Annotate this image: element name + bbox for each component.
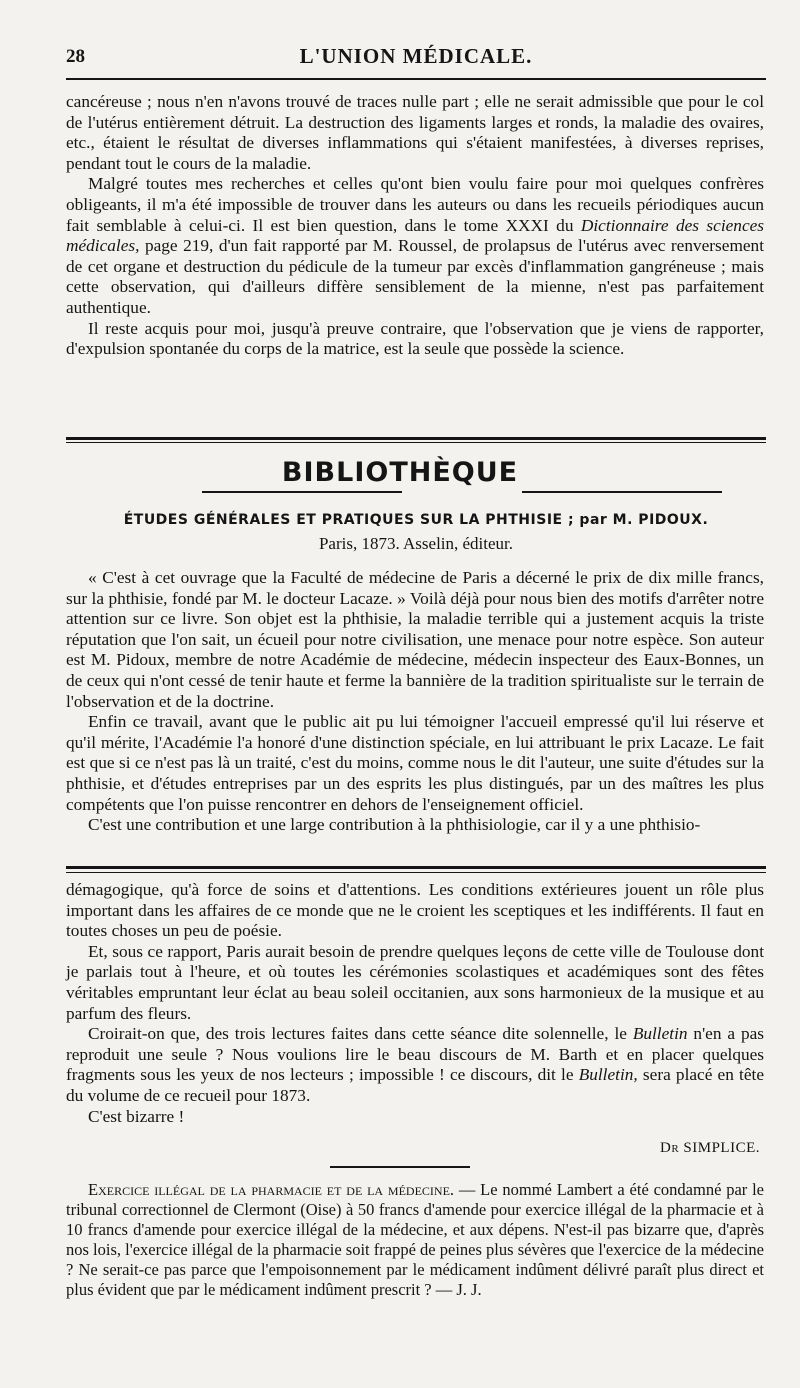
paragraph: C'est bizarre ! (88, 1106, 185, 1126)
notice-title: Exercice illégal de la pharmacie et de la médecine. (88, 1180, 455, 1199)
paragraph: Il reste acquis pour moi, jusqu'à preuve contraire, que l'observation que je viens de rapporter, d'expulsion spontanée du corps de la matrice, est la seule que possède la science. (66, 318, 764, 359)
article-conclusion (66, 92, 764, 360)
title-rule-right (522, 491, 722, 493)
paragraph (66, 1180, 764, 1300)
text-run: sera placé en tête du volume de ce recueil pour 1873. (66, 1065, 765, 1105)
paragraph: cancéreuse ; nous n'en n'avons trouvé de traces nulle part ; elle ne serait admissible que pour le col de l'utérus entièrement détruit. La destruction des ligaments larges et ronds, la maladie des ovaires, etc., étaient le résultat de diverses inflammations qui s'étaient manifestées, à diverses reprises, pendant tout le cours de la maladie. (66, 92, 764, 173)
review-body (66, 568, 764, 836)
notice-body: — Le nommé Lambert a été condamné par le tribunal correctionnel de Clermont (Oise) à 50 francs d'amende pour exercice illégal de la pharmacie et à 10 francs d'amende pour exercice illégal de la médecine, et aux dépens. N'est-il pas bizarre que, d'après nos lois, l'exercice illégal de la pharmacie soit frappé de peines plus sévères que l'exercice de la médecine ? Ne serait-ce pas parce que l'empoisonnement par le médicament indûment délivré paraît plus direct et plus évident que par le médicament indûment prescrit ? — J. J. (66, 1180, 764, 1299)
text-run: n'en a pas reproduit une seule ? Nous voulions lire le beau discours de M. Barth et en placer quelques fragments sous les yeux de nos lecteurs ; impossible ! ce discours, dit le (66, 1024, 764, 1085)
page-header (66, 44, 766, 74)
book-publication: Paris, 1873. Asselin, éditeur. (318, 534, 514, 553)
paragraph (66, 1024, 764, 1106)
paragraph: C'est une contribution et une large contribution à la phthisiologie, car il y a une phthisio- (88, 815, 701, 835)
title-rule-left (202, 491, 402, 493)
italic-title: Dictionnaire des sciences médicales, (66, 215, 765, 256)
paragraph: « C'est à cet ouvrage que la Faculté de médecine de Paris a décerné le prix de dix mille francs, sur la phthisie, fondé par M. le docteur Lacaze. » Voilà déjà pour nous bien des motifs d'arrêter notre attention sur ce livre. Son objet est la phthisie, la maladie terrible qui a justement acquis la triste réputation que l'on sait, un écueil pour notre civilisation, une menace pour notre espèce. Son auteur est M. Pidoux, membre de notre Académie de médecine, médecin inspecteur des Eaux-Bonnes, un de ceux qui n'ont cessé de tenir haute et ferme la bannière de la tradition spiritualiste sur le terrain de l'observation et de la doctrine. (66, 568, 764, 711)
notice-separator (330, 1166, 470, 1168)
feuilleton-rule (66, 866, 766, 869)
section-rule (66, 437, 766, 440)
running-title: L'UNION MÉDICALE. (299, 44, 533, 68)
book-title: ÉTUDES GÉNÉRALES ET PRATIQUES SUR LA PHTHISIE ; par M. PIDOUX. (123, 512, 709, 528)
italic-word: Bulletin, (578, 1065, 638, 1085)
notice (66, 1180, 764, 1300)
text-run: Croirait-on que, des trois lectures faites dans cette séance dite solennelle, le (88, 1024, 633, 1044)
text-run: Malgré toutes mes recherches et celles qu'ont bien voulu faire pour moi quelques confrères obligeants, il m'a été impossible de trouver dans les auteurs ou dans les recueils périodiques aucun fait semblable à celui-ci. Il est bien question, dans le tome XXXI du (66, 174, 764, 235)
paragraph: Enfin ce travail, avant que le public ait pu lui témoigner l'accueil empressé qu'il lui réserve et qu'il mérite, l'Académie l'a honoré d'une distinction spéciale, en lui attribuant le prix Lacaze. Le fait est que si ce n'est pas là un traité, c'est du moins, comme nous le dit l'auteur, une suite d'études sur la phthisie, et d'études entreprises par un des esprits les plus distingués, par un des maîtres les plus compétents que l'on puisse rencontrer en dehors de l'enseignement officiel. (66, 712, 764, 814)
paragraph (66, 174, 764, 318)
feuilleton-rule-thin (66, 872, 766, 873)
text-run: page 219, d'un fait rapporté par M. Roussel, de prolapsus de l'utérus avec renversement de cet organe et destruction du pédicule de la tumeur par excès d'inflammation gangréneuse ; mais cette observation, qui d'ailleurs diffère sensiblement de la mienne, n'est pas parfaitement authentique. (66, 236, 764, 317)
feuilleton-body (66, 880, 764, 1127)
paragraph: Et, sous ce rapport, Paris aurait besoin de prendre quelques leçons de cette ville de Toulouse dont je parlais tout à l'heure, et où toutes les cérémonies scolastiques et académiques sont des fêtes véritables empruntant leur éclat au beau soleil occitanien, aux sons harmonieux de la musique et au parfum des fleurs. (66, 941, 764, 1023)
section-title: BIBLIOTHÈQUE (281, 457, 519, 488)
page-number: 28 (66, 46, 85, 67)
section-rule-thin (66, 442, 766, 443)
signature: Dr SIMPLICE. (659, 1140, 760, 1156)
paragraph: démagogique, qu'à force de soins et d'attentions. Les conditions extérieures jouent un rôle plus important dans les affaires de ce monde que ne le croient les sceptiques et les indifférents. Il faut en toutes choses un peu de poésie. (66, 880, 764, 941)
italic-word: Bulletin (632, 1024, 688, 1044)
header-rule (66, 78, 766, 80)
